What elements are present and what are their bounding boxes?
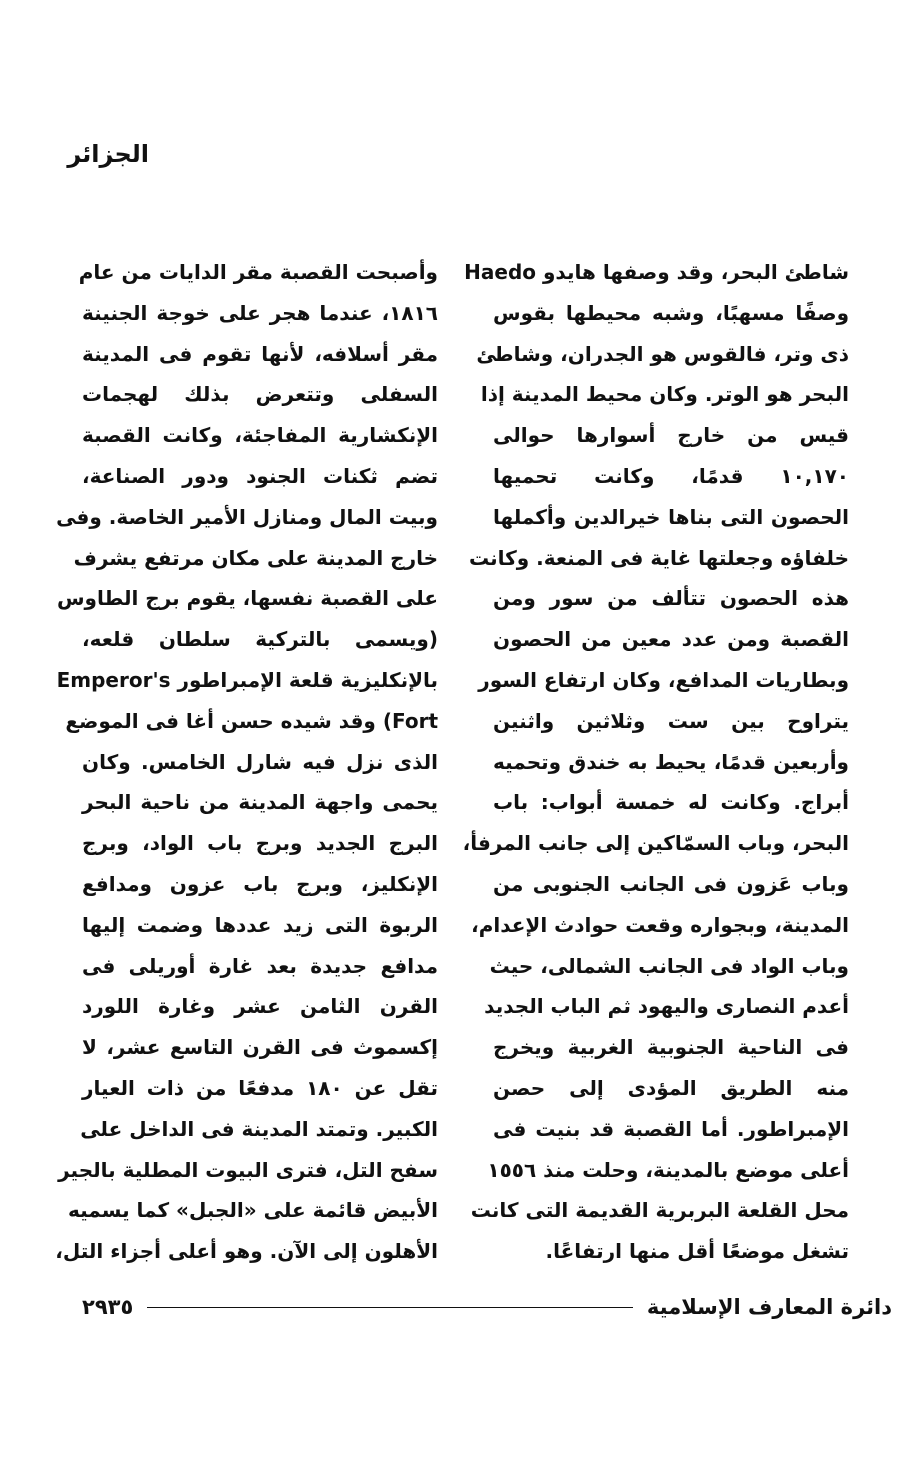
text-line: أعدم النصارى واليهود ثم الباب الجديد xyxy=(484,994,849,1019)
text-line: شاطئ البحر، وقد وصفها هايدو Haedo xyxy=(464,260,849,284)
text-line: على القصبة نفسها، يقوم برج الطاوس xyxy=(56,586,438,611)
text-line: وأربعين قدمًا، يحيط به خندق وتحميه xyxy=(493,749,849,774)
text-line: وأصبحت القصبة مقر الدايات من عام xyxy=(78,260,438,284)
text-line: منه الطريق المؤدى إلى حصن xyxy=(493,1075,849,1100)
text-line: مقر أسلافه، لأنها تقوم فى المدينة xyxy=(82,341,438,366)
text-line: الذى نزل فيه شارل الخامس. وكان xyxy=(82,749,438,774)
text-line: ١٠,١٧٠ قدمًا، وكانت تحميها xyxy=(493,463,849,488)
text-line: وبيت المال ومنازل الأمير الخاصة. وفى xyxy=(56,504,438,529)
footer-rule xyxy=(147,1307,633,1308)
text-column-left xyxy=(55,252,438,1272)
text-line: هذه الحصون تتألف من سور ومن xyxy=(493,586,849,611)
text-line: الأهلون إلى الآن. وهو أعلى أجزاء التل، xyxy=(55,1239,438,1264)
text-line: خارج المدينة على مكان مرتفع يشرف xyxy=(73,545,438,570)
text-line: تضم ثكنات الجنود ودور الصناعة، xyxy=(82,463,438,488)
text-line: ١٨١٦، عندما هجر على خوجة الجنينة xyxy=(82,300,438,325)
text-line: محل القلعة البربرية القديمة التى كانت xyxy=(470,1198,849,1223)
text-line: البرج الجديد وبرج باب الواد، وبرج xyxy=(82,831,438,856)
text-line: أبراج. وكانت له خمسة أبواب: باب xyxy=(493,790,849,815)
text-line: البحر، وباب السمّاكين إلى جانب المرفأ، xyxy=(462,831,849,856)
text-line: سفح التل، فترى البيوت المطلية بالجير xyxy=(58,1157,438,1182)
text-line: بالإنكليزية قلعة الإمبراطور Emperor's xyxy=(56,667,438,692)
text-line: الإنكليز، وبرج باب عزون ومدافع xyxy=(82,871,438,896)
text-line: إكسموث فى القرن التاسع عشر، لا xyxy=(82,1035,438,1060)
footer-title: دائرة المعارف الإسلامية xyxy=(646,1295,892,1319)
text-line: Fort) وقد شيده حسن أغا فى الموضع xyxy=(65,708,438,733)
text-line: أعلى موضع بالمدينة، وحلت منذ ١٥٥٦ xyxy=(487,1157,849,1182)
text-line: الحصون التى بناها خيرالدين وأكملها xyxy=(493,504,849,529)
text-line: السفلى وتتعرض بذلك لهجمات xyxy=(82,382,438,407)
text-line: وصفًا مسهبًا، وشبه محيطها بقوس xyxy=(493,300,849,325)
text-line: يحمى واجهة المدينة من ناحية البحر xyxy=(82,790,438,815)
text-line: خلفاؤه وجعلتها غاية فى المنعة. وكانت xyxy=(468,545,849,570)
text-line: وباب عَزون فى الجانب الجنوبى من xyxy=(493,871,849,896)
text-line: الإمبراطور. أما القصبة قد بنيت فى xyxy=(493,1116,849,1141)
text-line: يتراوح بين ست وثلاثين واثنين xyxy=(493,708,849,733)
text-line: فى الناحية الجنوبية الغربية ويخرج xyxy=(493,1035,849,1060)
text-line: الربوة التى زيد عددها وضمت إليها xyxy=(82,912,438,937)
text-line: تشغل موضعًا أقل منها ارتفاعًا. xyxy=(545,1239,849,1264)
text-line: الأبيض قائمة على «الجبل» كما يسميه xyxy=(68,1198,438,1223)
text-line: (ويسمى بالتركية سلطان قلعه، xyxy=(82,627,438,652)
running-head: الجزائر xyxy=(67,140,149,168)
text-line: وباب الواد فى الجانب الشمالى، حيث xyxy=(489,953,849,978)
text-line: قيس من خارج أسوارها حوالى xyxy=(493,423,849,448)
text-line: مدافع جديدة بعد غارة أوريلى فى xyxy=(82,953,438,978)
text-column-right xyxy=(462,252,849,1272)
text-line: البحر هو الوتر. وكان محيط المدينة إذا xyxy=(480,382,849,407)
page-number: ٢٩٣٥ xyxy=(82,1295,134,1319)
page-footer xyxy=(82,1290,892,1324)
text-line: المدينة، وبجواره وقعت حوادث الإعدام، xyxy=(471,912,849,937)
text-line: القرن الثامن عشر وغارة اللورد xyxy=(82,994,438,1019)
text-line: ذى وتر، فالقوس هو الجدران، وشاطئ xyxy=(476,341,849,366)
text-line: وبطاريات المدافع، وكان ارتفاع السور xyxy=(478,667,849,692)
text-line: القصبة ومن عدد معين من الحصون xyxy=(493,627,849,652)
text-line: تقل عن ١٨٠ مدفعًا من ذات العيار xyxy=(82,1075,438,1100)
text-line: الكبير. وتمتد المدينة فى الداخل على xyxy=(80,1116,438,1141)
text-line: الإنكشارية المفاجئة، وكانت القصبة xyxy=(82,423,438,448)
